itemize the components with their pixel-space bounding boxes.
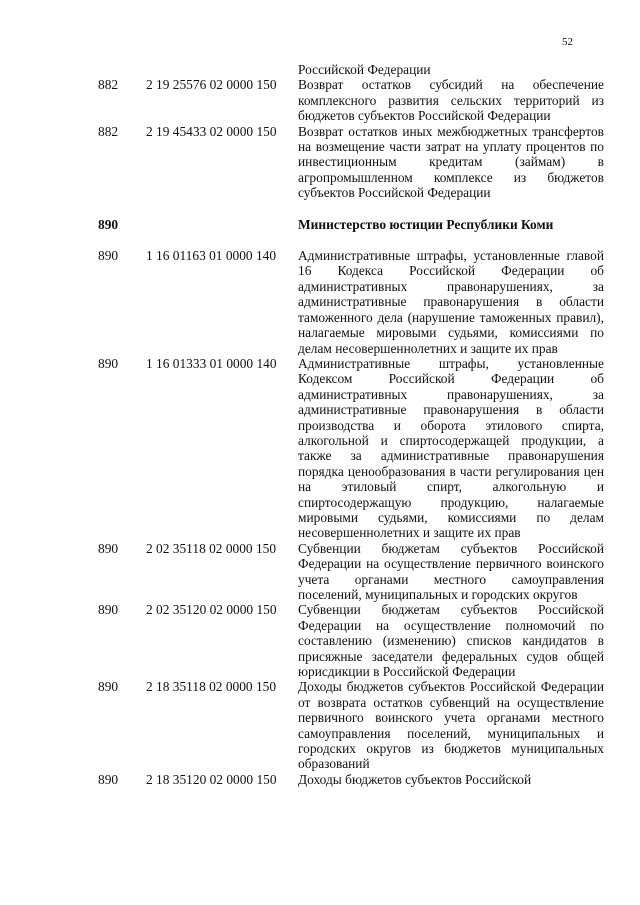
budget-classification-code: 2 19 45433 02 0000 150	[146, 123, 277, 139]
admin-code: 890	[98, 355, 119, 371]
admin-code: 890	[98, 602, 119, 618]
table-row	[0, 356, 640, 541]
admin-code: 890	[98, 216, 119, 232]
income-description: Административные штрафы, установленные Кодексом Российской Федерации об административных правонарушениях, за административные правонарушения в области производства и оборота этилового спирта, алкогольной и спиртосодержащей продукции, а также за административные правонарушения порядка ценообразования в части регулирования цен на этиловый спирт, алкогольную и спиртосодержащую продукцию, налагаемые мировыми судьями, комиссиями по делам несовершеннолетних и защите их прав	[298, 355, 604, 541]
income-description: Возврат остатков субсидий на обеспечение комплексного развития сельских территорий из бюджетов субъектов Российской Федерации	[298, 77, 604, 124]
admin-code: 890	[98, 248, 119, 264]
table-row	[0, 77, 640, 123]
budget-classification-code: 1 16 01333 01 0000 140	[146, 355, 277, 371]
budget-classification-code: 2 18 35118 02 0000 150	[146, 679, 277, 695]
admin-code: 890	[98, 540, 119, 556]
page-number: 52	[562, 36, 573, 48]
table-row	[0, 602, 640, 679]
income-codes-table	[0, 62, 640, 787]
income-description: Субвенции бюджетам субъектов Российской Федерации на осуществление первичного воинского учета органами местного самоуправления поселений, муниципальных и городских округов	[298, 540, 604, 602]
income-description: Доходы бюджетов субъектов Российской	[298, 771, 532, 787]
budget-classification-code: 2 02 35118 02 0000 150	[146, 540, 277, 556]
ministry-header-row	[0, 217, 640, 232]
table-row	[0, 679, 640, 771]
income-description: Административные штрафы, установленные главой 16 Кодекса Российской Федерации об административных правонарушениях, за административные правонарушения в области таможенного дела (нарушение таможенных правил), налагаемые мировыми судьями, комиссиями по делам несовершеннолетних и защите их прав	[298, 248, 604, 356]
income-description: Субвенции бюджетам субъектов Российской Федерации на осуществление полномочий по составлению (изменению) списков кандидатов в присяжные заседатели федеральных судов общей юрисдикции в Российской Федерации	[298, 602, 604, 680]
budget-classification-code: 2 02 35120 02 0000 150	[146, 602, 277, 618]
ministry-name: Министерство юстиции Республики Коми	[298, 216, 554, 232]
budget-classification-code: 2 19 25576 02 0000 150	[146, 77, 277, 93]
row-spacer	[0, 201, 640, 217]
income-description: Возврат остатков иных межбюджетных трансфертов на возмещение части затрат на уплату процентов по инвестиционным кредитам (займам) в агропромышленном комплексе из бюджетов субъектов Российской Федерации	[298, 123, 604, 201]
budget-classification-code: 1 16 01163 01 0000 140	[146, 248, 277, 264]
table-row	[0, 124, 640, 201]
row-spacer	[0, 232, 640, 248]
admin-code: 890	[98, 679, 119, 695]
admin-code: 882	[98, 77, 119, 93]
admin-code: 882	[98, 123, 119, 139]
admin-code: 890	[98, 771, 119, 787]
income-description: Российской Федерации	[298, 62, 431, 77]
income-description: Доходы бюджетов субъектов Российской Федерации от возврата остатков субвенций на осуществление первичного воинского учета органами местного самоуправления поселений, муниципальных и городских округов из бюджетов муниципальных образований	[298, 679, 604, 772]
table-row	[0, 248, 640, 356]
table-row	[0, 62, 640, 77]
budget-classification-code: 2 18 35120 02 0000 150	[146, 771, 277, 787]
table-row	[0, 541, 640, 603]
table-row	[0, 772, 640, 787]
